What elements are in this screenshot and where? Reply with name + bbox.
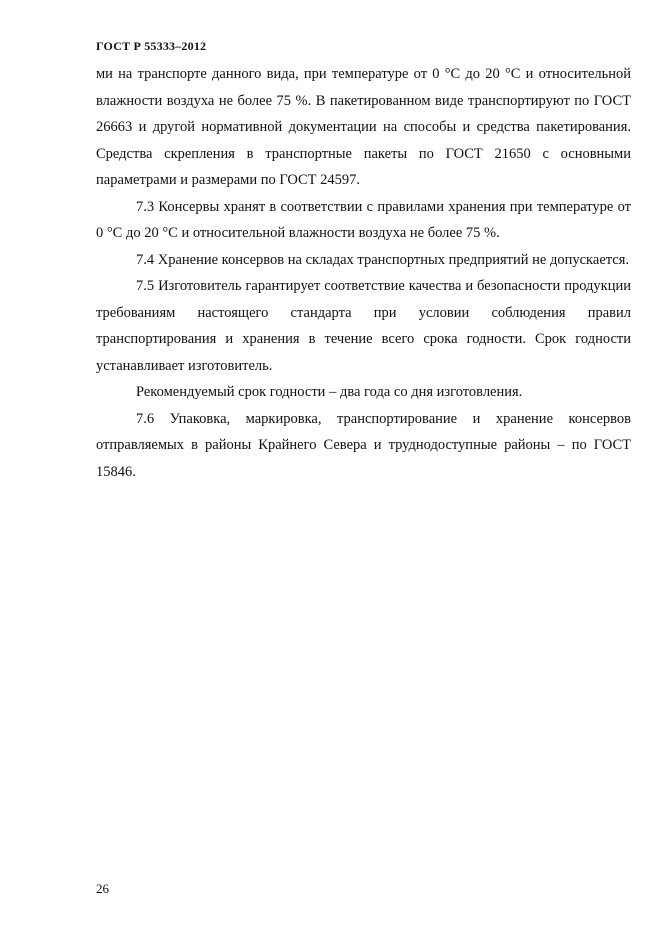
paragraph-continuation: ми на транспорте данного вида, при температуре от 0 °С до 20 °С и относительной влажности воздуха не более 75 %. В пакетированном виде транспортируют по ГОСТ 26663 и другой нормативной документации на способы и средства пакетирования. Средства скрепления в транспортные пакеты по ГОСТ 21650 с основными параметрами и размерами по ГОСТ 24597. bbox=[96, 66, 631, 188]
page-number: 26 bbox=[96, 881, 109, 896]
paragraph-7-5: 7.5 Изготовитель гарантирует соответствие качества и безопасности продукции требованиям настоящего стандарта при условии соблюдения правил транспортирования и хранения в течение всего срока годности. Срок годности устанавливает изготовитель. bbox=[96, 278, 631, 374]
paragraph-7-3: 7.3 Консервы хранят в соответствии с правилами хранения при температуре от 0 °С до 20 °С и относительной влажности воздуха не более 75 %. bbox=[96, 198, 631, 241]
document-body bbox=[96, 61, 631, 485]
paragraph-7-6: 7.6 Упаковка, маркировка, транспортирование и хранение консервов отправляемых в районы Крайнего Севера и труднодоступные районы – по ГОСТ 15846. bbox=[96, 410, 631, 480]
document-header: ГОСТ Р 55333–2012 bbox=[96, 39, 207, 53]
paragraph-shelf-life: Рекомендуемый срок годности – два года со дня изготовления. bbox=[136, 384, 523, 400]
paragraph-7-4: 7.4 Хранение консервов на складах транспортных предприятий не допускается. bbox=[136, 251, 629, 268]
